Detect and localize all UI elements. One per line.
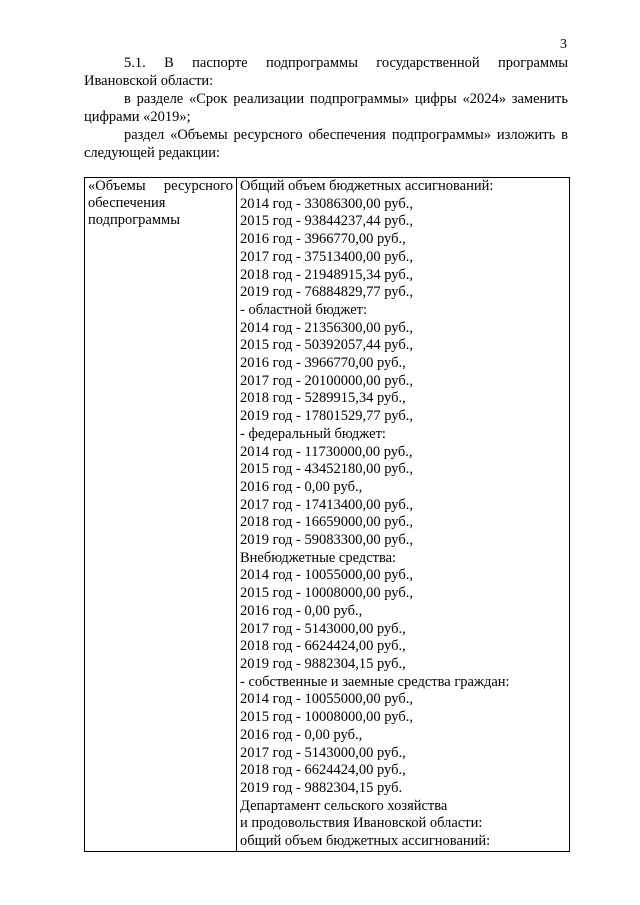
table-value-line: 2014 год - 21356300,00 руб., xyxy=(240,319,413,336)
table-value-line: 2014 год - 33086300,00 руб., xyxy=(240,195,413,212)
resource-table xyxy=(84,177,570,852)
table-value-cell xyxy=(237,178,570,852)
table-value-line: 2017 год - 17413400,00 руб., xyxy=(240,496,413,513)
table-row xyxy=(85,178,570,852)
table-value-line: 2014 год - 10055000,00 руб., xyxy=(240,691,413,708)
table-value-line: 2014 год - 11730000,00 руб., xyxy=(240,443,413,460)
table-value-line: и продовольствия Ивановской области: xyxy=(240,815,483,832)
page-number: 3 xyxy=(560,37,567,52)
table-value-line: 2014 год - 10055000,00 руб., xyxy=(240,567,413,584)
table-value-line: 2016 год - 3966770,00 руб., xyxy=(240,231,406,248)
table-value-line: - федеральный бюджет: xyxy=(240,425,386,442)
table-value-line: - областной бюджет: xyxy=(240,301,368,318)
table-value-line: 2018 год - 16659000,00 руб., xyxy=(240,514,413,531)
intro-paragraph-1: 5.1. В паспорте подпрограммы государственной программы Ивановской области: xyxy=(84,55,568,89)
table-value-line: Департамент сельского хозяйства xyxy=(240,797,448,814)
table-value-line: 2018 год - 21948915,34 руб., xyxy=(240,266,413,283)
table-value-line: общий объем бюджетных ассигнований: xyxy=(240,833,491,850)
intro-paragraph-2: в разделе «Срок реализации подпрограммы» цифры «2024» заменить цифрами «2019»; xyxy=(84,91,568,125)
table-value-line: 2018 год - 6624424,00 руб., xyxy=(240,762,406,779)
table-value-line: 2016 год - 0,00 руб., xyxy=(240,726,363,743)
table-value-line: 2016 год - 3966770,00 руб., xyxy=(240,355,406,372)
table-value-line: 2017 год - 20100000,00 руб., xyxy=(240,372,413,389)
table-value-line: 2019 год - 9882304,15 руб. xyxy=(240,779,403,796)
table-value-line: 2019 год - 76884829,77 руб., xyxy=(240,284,413,301)
table-value-line: Общий объем бюджетных ассигнований: xyxy=(240,178,494,194)
table-value-line: 2015 год - 43452180,00 руб., xyxy=(240,461,413,478)
table-value-line: 2015 год - 10008000,00 руб., xyxy=(240,709,413,726)
intro-paragraph-3: раздел «Объемы ресурсного обеспечения подпрограммы» изложить в следующей редакции: xyxy=(84,127,568,161)
table-value-line: 2018 год - 5289915,34 руб., xyxy=(240,390,406,407)
table-value-line: 2019 год - 59083300,00 руб., xyxy=(240,532,413,549)
table-value-line: 2017 год - 5143000,00 руб., xyxy=(240,744,406,761)
table-value-line: 2019 год - 17801529,77 руб., xyxy=(240,408,413,425)
table-value-line: - собственные и заемные средства граждан: xyxy=(240,673,510,690)
table-value-line: 2018 год - 6624424,00 руб., xyxy=(240,638,406,655)
table-value-line: 2015 год - 10008000,00 руб., xyxy=(240,585,413,602)
table-value-line: 2019 год - 9882304,15 руб., xyxy=(240,655,406,672)
table-value-line: 2016 год - 0,00 руб., xyxy=(240,478,363,495)
table-value-line: 2016 год - 0,00 руб., xyxy=(240,602,363,619)
table-value-line: 2017 год - 37513400,00 руб., xyxy=(240,248,413,265)
table-value-line: Внебюджетные средства: xyxy=(240,549,397,566)
table-value-line: 2015 год - 50392057,44 руб., xyxy=(240,337,413,354)
table-value-line: 2015 год - 93844237,44 руб., xyxy=(240,213,413,230)
table-value-line: 2017 год - 5143000,00 руб., xyxy=(240,620,406,637)
table-label-cell: «Объемы ресурсного обеспечения подпрограммы xyxy=(85,178,237,852)
